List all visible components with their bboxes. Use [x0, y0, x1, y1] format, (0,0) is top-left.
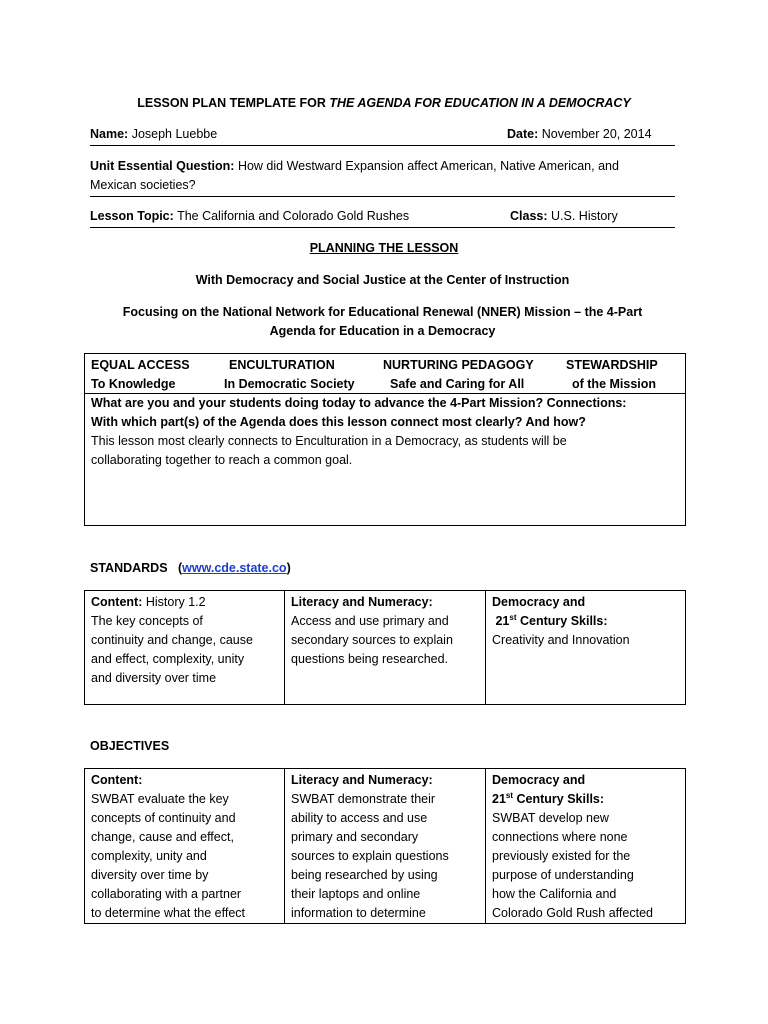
lesson-topic-value: The California and Colorado Gold Rushes: [177, 209, 410, 223]
title-prefix: LESSON PLAN TEMPLATE FOR: [137, 96, 330, 110]
standards-content-cell: Content: History 1.2 The key concepts of continuity and change, cause and effect, complexity, unity and diversity over time: [85, 591, 285, 704]
objectives-heading: OBJECTIVES: [90, 739, 170, 753]
document-title: [0, 94, 768, 113]
mission-question2: With which part(s) of the Agenda does this lesson connect most clearly? And how?: [91, 415, 586, 429]
standards-link[interactable]: www.cde.state.co: [182, 561, 287, 575]
class-value: U.S. History: [551, 209, 618, 223]
objectives-democracy-cell: Democracy and 21st Century Skills: SWBAT develop new connections where none previously existed for the purpose of understanding how the California and Colorado Gold Rush affected: [492, 773, 653, 920]
focus-heading: [90, 303, 675, 341]
name-field: Name: Joseph Luebbe: [90, 127, 218, 141]
essential-question-label: Unit Essential Question:: [90, 159, 235, 173]
essential-question: [90, 157, 675, 197]
planning-heading: PLANNING THE LESSON: [309, 241, 459, 255]
date-field: Date: November 20, 2014: [507, 127, 652, 141]
header-nurturing-pedagogy: NURTURING PEDAGOGY Safe and Caring for All: [383, 358, 534, 391]
lesson-topic-field: Lesson Topic: The California and Colorado Gold Rushes: [90, 209, 410, 223]
header-enculturation: ENCULTURATION In Democratic Society: [224, 358, 355, 391]
title-italic: THE AGENDA FOR EDUCATION IN A DEMOCRACY: [329, 96, 631, 110]
header-stewardship: STEWARDSHIP of the Mission: [566, 358, 658, 391]
header-equal-access: EQUAL ACCESS To Knowledge: [91, 358, 190, 391]
essential-question-line1: How did Westward Expansion affect American, Native American, and: [237, 159, 619, 173]
mission-table-header: [85, 354, 685, 394]
objectives-table: [84, 768, 686, 924]
objectives-literacy-cell: Literacy and Numeracy: SWBAT demonstrate their ability to access and use primary and secondary sources to explain questions being researched by using their laptops and online information to determine: [285, 769, 486, 923]
focus-line2: Agenda for Education in a Democracy: [269, 324, 496, 338]
standards-table: [84, 590, 686, 705]
mission-table-body: [91, 394, 679, 470]
mission-answer2: collaborating together to reach a common goal.: [91, 453, 353, 467]
name-date-row: [90, 125, 675, 146]
essential-question-line2: Mexican societies?: [90, 178, 196, 192]
topic-class-row: [90, 207, 675, 228]
standards-heading: STANDARDS (www.cde.state.co): [90, 561, 291, 575]
objectives-content-cell: Content: SWBAT evaluate the key concepts of continuity and change, cause and effect, complexity, unity and diversity over time by collaborating with a partner to determine what the effect: [85, 769, 285, 923]
name-value: Joseph Luebbe: [131, 127, 218, 141]
mission-table: [84, 353, 686, 526]
date-value: November 20, 2014: [541, 127, 652, 141]
standards-literacy-cell: Literacy and Numeracy: Access and use primary and secondary sources to explain questions being researched.: [285, 591, 486, 704]
mission-question1: What are you and your students doing today to advance the 4-Part Mission? Connections:: [91, 396, 627, 410]
subheading: With Democracy and Social Justice at the Center of Instruction: [195, 273, 570, 287]
mission-answer1: This lesson most clearly connects to Enculturation in a Democracy, as students will be: [91, 434, 567, 448]
planning-heading-wrap: [0, 239, 768, 258]
focus-line1: Focusing on the National Network for Educational Renewal (NNER) Mission – the 4-Part: [122, 305, 643, 319]
standards-democracy-cell: Democracy and 21st Century Skills: Creativity and Innovation: [492, 595, 630, 647]
class-field: Class: U.S. History: [510, 209, 618, 223]
